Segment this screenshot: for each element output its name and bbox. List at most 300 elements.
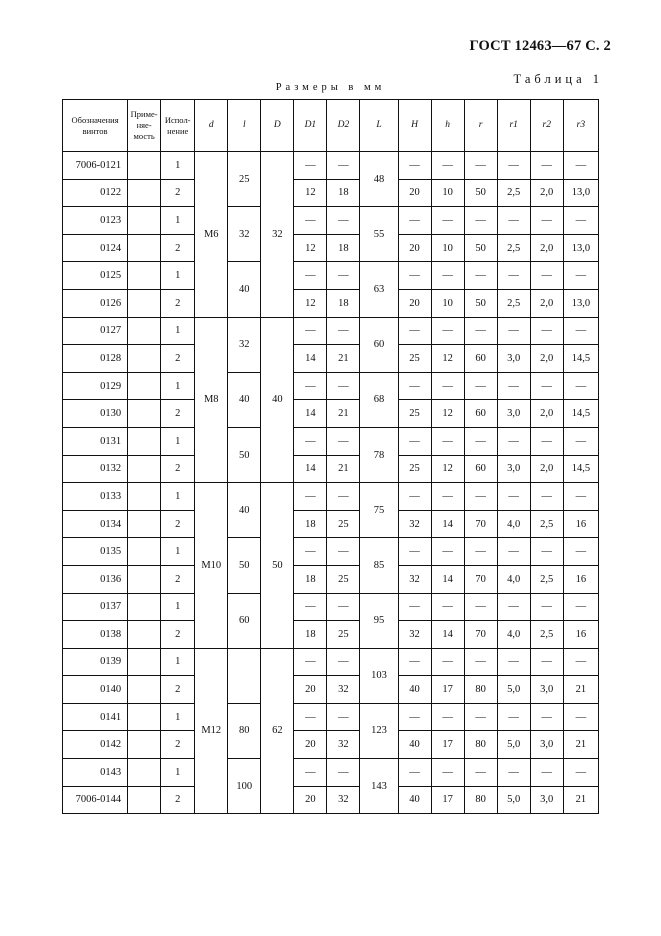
r2-cell: — <box>530 372 563 400</box>
length-l-cell: 32 <box>228 317 261 372</box>
table-row <box>63 483 599 511</box>
length-l-cell: 50 <box>228 538 261 593</box>
H-cell: 32 <box>398 565 431 593</box>
diameter-D-cell: 32 <box>261 152 294 318</box>
r-cell: — <box>464 759 497 787</box>
col-header-r2: r2 <box>530 100 563 152</box>
table-row <box>63 207 599 235</box>
r2-cell: 3,0 <box>530 676 563 704</box>
length-l-cell: 60 <box>228 593 261 648</box>
r-cell: 70 <box>464 621 497 649</box>
table-row <box>63 731 599 759</box>
applicability-cell <box>128 427 161 455</box>
applicability-cell <box>128 538 161 566</box>
version-cell: 2 <box>161 234 195 262</box>
table-row <box>63 152 599 180</box>
H-cell: — <box>398 427 431 455</box>
table-row <box>63 621 599 649</box>
h-cell: — <box>431 593 464 621</box>
H-cell: 20 <box>398 289 431 317</box>
D1-cell: 14 <box>294 400 327 428</box>
H-cell: — <box>398 152 431 180</box>
applicability-cell <box>128 455 161 483</box>
r1-cell: — <box>497 427 530 455</box>
D1-cell: 18 <box>294 565 327 593</box>
H-cell: — <box>398 703 431 731</box>
screw-designation: 0133 <box>63 483 128 511</box>
r2-cell: 2,0 <box>530 455 563 483</box>
table-row <box>63 565 599 593</box>
r1-cell: 4,0 <box>497 510 530 538</box>
r-cell: — <box>464 262 497 290</box>
table-row <box>63 400 599 428</box>
applicability-cell <box>128 262 161 290</box>
h-cell: 12 <box>431 400 464 428</box>
length-L-cell: 60 <box>360 317 398 372</box>
r2-cell: 2,0 <box>530 289 563 317</box>
table-row <box>63 345 599 373</box>
H-cell: 32 <box>398 510 431 538</box>
screw-designation: 0126 <box>63 289 128 317</box>
applicability-cell <box>128 786 161 814</box>
r1-cell: 2,5 <box>497 234 530 262</box>
r-cell: 70 <box>464 510 497 538</box>
D2-cell: — <box>327 483 360 511</box>
applicability-cell <box>128 317 161 345</box>
version-cell: 1 <box>161 593 195 621</box>
thread-d-cell: M10 <box>195 483 228 649</box>
version-cell: 1 <box>161 483 195 511</box>
applicability-cell <box>128 593 161 621</box>
D1-cell: — <box>294 207 327 235</box>
col-header-version: Испол-нение <box>161 100 195 152</box>
r3-cell: — <box>563 759 598 787</box>
col-header-r: r <box>464 100 497 152</box>
table-caption: Размеры в мм <box>275 82 386 93</box>
D1-cell: — <box>294 648 327 676</box>
r3-cell: — <box>563 372 598 400</box>
length-l-cell: 32 <box>228 207 261 262</box>
H-cell: — <box>398 483 431 511</box>
header-row <box>63 100 599 152</box>
D1-cell: — <box>294 483 327 511</box>
r3-cell: 14,5 <box>563 400 598 428</box>
screw-designation: 0125 <box>63 262 128 290</box>
H-cell: — <box>398 648 431 676</box>
col-header-designation: Обозначения винтов <box>63 100 128 152</box>
length-L-cell: 63 <box>360 262 398 317</box>
r1-cell: — <box>497 759 530 787</box>
version-cell: 2 <box>161 565 195 593</box>
r3-cell: 13,0 <box>563 289 598 317</box>
applicability-cell <box>128 345 161 373</box>
length-L-cell: 78 <box>360 427 398 482</box>
col-header-applicability: Приме-няе-мость <box>128 100 161 152</box>
D1-cell: 12 <box>294 179 327 207</box>
D1-cell: 14 <box>294 345 327 373</box>
screw-designation: 0122 <box>63 179 128 207</box>
length-L-cell: 123 <box>360 703 398 758</box>
h-cell: — <box>431 372 464 400</box>
D2-cell: 21 <box>327 345 360 373</box>
r3-cell: 21 <box>563 676 598 704</box>
r1-cell: 2,5 <box>497 289 530 317</box>
version-cell: 2 <box>161 731 195 759</box>
H-cell: 40 <box>398 731 431 759</box>
table-row <box>63 234 599 262</box>
r3-cell: 16 <box>563 510 598 538</box>
col-header-H: H <box>398 100 431 152</box>
r-cell: 70 <box>464 565 497 593</box>
D1-cell: 14 <box>294 455 327 483</box>
length-L-cell: 55 <box>360 207 398 262</box>
r-cell: — <box>464 317 497 345</box>
r3-cell: — <box>563 317 598 345</box>
r2-cell: — <box>530 427 563 455</box>
H-cell: 25 <box>398 455 431 483</box>
D1-cell: — <box>294 427 327 455</box>
D1-cell: — <box>294 317 327 345</box>
applicability-cell <box>128 234 161 262</box>
screw-designation: 0137 <box>63 593 128 621</box>
D1-cell: — <box>294 593 327 621</box>
applicability-cell <box>128 152 161 180</box>
version-cell: 1 <box>161 262 195 290</box>
h-cell: — <box>431 483 464 511</box>
r3-cell: — <box>563 262 598 290</box>
length-L-cell: 95 <box>360 593 398 648</box>
r2-cell: 3,0 <box>530 786 563 814</box>
D2-cell: 18 <box>327 289 360 317</box>
version-cell: 2 <box>161 786 195 814</box>
r1-cell: — <box>497 703 530 731</box>
r-cell: 80 <box>464 676 497 704</box>
col-header-D: D <box>261 100 294 152</box>
D2-cell: 21 <box>327 400 360 428</box>
r3-cell: — <box>563 648 598 676</box>
D1-cell: — <box>294 372 327 400</box>
applicability-cell <box>128 565 161 593</box>
r1-cell: — <box>497 317 530 345</box>
length-l-cell <box>228 648 261 703</box>
table-row <box>63 427 599 455</box>
h-cell: 17 <box>431 676 464 704</box>
length-L-cell: 75 <box>360 483 398 538</box>
version-cell: 1 <box>161 703 195 731</box>
col-header-D2: D2 <box>327 100 360 152</box>
r1-cell: 4,0 <box>497 565 530 593</box>
h-cell: — <box>431 427 464 455</box>
D2-cell: 32 <box>327 676 360 704</box>
applicability-cell <box>128 207 161 235</box>
length-l-cell: 40 <box>228 372 261 427</box>
D2-cell: — <box>327 648 360 676</box>
length-l-cell: 50 <box>228 427 261 482</box>
table-row <box>63 676 599 704</box>
H-cell: 40 <box>398 786 431 814</box>
thread-d-cell: M12 <box>195 648 228 814</box>
screw-designation: 7006-0144 <box>63 786 128 814</box>
version-cell: 2 <box>161 345 195 373</box>
applicability-cell <box>128 759 161 787</box>
D2-cell: — <box>327 317 360 345</box>
screw-designation: 0135 <box>63 538 128 566</box>
r-cell: — <box>464 538 497 566</box>
length-L-cell: 85 <box>360 538 398 593</box>
D1-cell: 12 <box>294 234 327 262</box>
standard-header: ГОСТ 12463—67 С. 2 <box>469 38 611 54</box>
table-number: Таблица 1 <box>513 72 603 86</box>
D1-cell: 18 <box>294 510 327 538</box>
screw-designation: 0138 <box>63 621 128 649</box>
screw-designation: 0127 <box>63 317 128 345</box>
D2-cell: 18 <box>327 179 360 207</box>
r2-cell: 2,0 <box>530 400 563 428</box>
screw-designation: 0131 <box>63 427 128 455</box>
H-cell: 32 <box>398 621 431 649</box>
applicability-cell <box>128 731 161 759</box>
r3-cell: 13,0 <box>563 179 598 207</box>
r2-cell: — <box>530 703 563 731</box>
col-header-d: d <box>195 100 228 152</box>
D1-cell: 20 <box>294 676 327 704</box>
r2-cell: — <box>530 593 563 621</box>
h-cell: — <box>431 262 464 290</box>
D1-cell: 20 <box>294 731 327 759</box>
version-cell: 2 <box>161 179 195 207</box>
screw-designation: 7006-0121 <box>63 152 128 180</box>
length-L-cell: 48 <box>360 152 398 207</box>
h-cell: 12 <box>431 345 464 373</box>
r2-cell: 2,5 <box>530 510 563 538</box>
table-row <box>63 510 599 538</box>
r2-cell: — <box>530 317 563 345</box>
version-cell: 2 <box>161 621 195 649</box>
length-l-cell: 40 <box>228 483 261 538</box>
screw-designation: 0140 <box>63 676 128 704</box>
r-cell: 50 <box>464 234 497 262</box>
D2-cell: 32 <box>327 731 360 759</box>
D1-cell: 12 <box>294 289 327 317</box>
r3-cell: — <box>563 593 598 621</box>
D2-cell: — <box>327 262 360 290</box>
applicability-cell <box>128 372 161 400</box>
H-cell: — <box>398 593 431 621</box>
h-cell: — <box>431 759 464 787</box>
version-cell: 2 <box>161 510 195 538</box>
applicability-cell <box>128 289 161 317</box>
applicability-cell <box>128 621 161 649</box>
D2-cell: — <box>327 372 360 400</box>
applicability-cell <box>128 703 161 731</box>
screw-designation: 0134 <box>63 510 128 538</box>
H-cell: — <box>398 317 431 345</box>
r1-cell: — <box>497 593 530 621</box>
H-cell: — <box>398 538 431 566</box>
r3-cell: 14,5 <box>563 345 598 373</box>
D2-cell: — <box>327 759 360 787</box>
version-cell: 1 <box>161 759 195 787</box>
D1-cell: — <box>294 262 327 290</box>
D2-cell: 25 <box>327 565 360 593</box>
H-cell: 20 <box>398 179 431 207</box>
screw-designation: 0132 <box>63 455 128 483</box>
r2-cell: 2,0 <box>530 345 563 373</box>
r-cell: — <box>464 427 497 455</box>
H-cell: — <box>398 207 431 235</box>
h-cell: 14 <box>431 510 464 538</box>
screw-designation: 0129 <box>63 372 128 400</box>
version-cell: 2 <box>161 676 195 704</box>
h-cell: 10 <box>431 234 464 262</box>
r-cell: 60 <box>464 345 497 373</box>
version-cell: 1 <box>161 317 195 345</box>
version-cell: 1 <box>161 152 195 180</box>
screw-designation: 0128 <box>63 345 128 373</box>
D2-cell: — <box>327 207 360 235</box>
r-cell: 80 <box>464 731 497 759</box>
col-header-h: h <box>431 100 464 152</box>
version-cell: 1 <box>161 207 195 235</box>
table-row <box>63 759 599 787</box>
col-header-l: l <box>228 100 261 152</box>
r3-cell: 13,0 <box>563 234 598 262</box>
diameter-D-cell: 40 <box>261 317 294 483</box>
r1-cell: — <box>497 648 530 676</box>
applicability-cell <box>128 400 161 428</box>
r2-cell: 2,5 <box>530 621 563 649</box>
h-cell: 17 <box>431 786 464 814</box>
r-cell: 60 <box>464 400 497 428</box>
h-cell: — <box>431 538 464 566</box>
D2-cell: 21 <box>327 455 360 483</box>
r2-cell: 3,0 <box>530 731 563 759</box>
r3-cell: — <box>563 207 598 235</box>
col-header-r3: r3 <box>563 100 598 152</box>
r1-cell: — <box>497 262 530 290</box>
length-L-cell: 103 <box>360 648 398 703</box>
r-cell: — <box>464 703 497 731</box>
r-cell: 80 <box>464 786 497 814</box>
thread-d-cell: M6 <box>195 152 228 318</box>
r3-cell: — <box>563 152 598 180</box>
D1-cell: 18 <box>294 621 327 649</box>
applicability-cell <box>128 676 161 704</box>
screw-designation: 0124 <box>63 234 128 262</box>
H-cell: 40 <box>398 676 431 704</box>
h-cell: 14 <box>431 621 464 649</box>
h-cell: — <box>431 207 464 235</box>
r3-cell: — <box>563 483 598 511</box>
D1-cell: — <box>294 152 327 180</box>
r-cell: — <box>464 207 497 235</box>
r1-cell: 5,0 <box>497 676 530 704</box>
D1-cell: — <box>294 759 327 787</box>
r3-cell: 16 <box>563 621 598 649</box>
table-row <box>63 179 599 207</box>
r1-cell: 5,0 <box>497 786 530 814</box>
r2-cell: — <box>530 207 563 235</box>
applicability-cell <box>128 179 161 207</box>
r1-cell: — <box>497 152 530 180</box>
h-cell: 10 <box>431 179 464 207</box>
r1-cell: 4,0 <box>497 621 530 649</box>
D2-cell: 25 <box>327 510 360 538</box>
table-row <box>63 289 599 317</box>
r3-cell: 21 <box>563 786 598 814</box>
D1-cell: — <box>294 703 327 731</box>
D2-cell: — <box>327 703 360 731</box>
table-row <box>63 455 599 483</box>
r2-cell: 2,0 <box>530 234 563 262</box>
r3-cell: 16 <box>563 565 598 593</box>
r3-cell: — <box>563 427 598 455</box>
table-row <box>63 372 599 400</box>
thread-d-cell: M8 <box>195 317 228 483</box>
r1-cell: — <box>497 483 530 511</box>
h-cell: — <box>431 648 464 676</box>
D2-cell: — <box>327 427 360 455</box>
version-cell: 1 <box>161 538 195 566</box>
r3-cell: — <box>563 703 598 731</box>
r2-cell: 2,5 <box>530 565 563 593</box>
r-cell: — <box>464 593 497 621</box>
D1-cell: — <box>294 538 327 566</box>
length-l-cell: 80 <box>228 703 261 758</box>
r-cell: 50 <box>464 289 497 317</box>
h-cell: 12 <box>431 455 464 483</box>
r1-cell: 3,0 <box>497 345 530 373</box>
r-cell: — <box>464 483 497 511</box>
table-row <box>63 593 599 621</box>
screw-designation: 0123 <box>63 207 128 235</box>
h-cell: 14 <box>431 565 464 593</box>
H-cell: 25 <box>398 345 431 373</box>
diameter-D-cell: 62 <box>261 648 294 814</box>
H-cell: 20 <box>398 234 431 262</box>
version-cell: 1 <box>161 427 195 455</box>
H-cell: — <box>398 372 431 400</box>
table-row <box>63 538 599 566</box>
length-L-cell: 68 <box>360 372 398 427</box>
table-body <box>63 152 599 814</box>
dimensions-table <box>62 99 599 814</box>
h-cell: 10 <box>431 289 464 317</box>
r3-cell: 21 <box>563 731 598 759</box>
col-header-r1: r1 <box>497 100 530 152</box>
version-cell: 2 <box>161 400 195 428</box>
table-row <box>63 703 599 731</box>
D2-cell: — <box>327 593 360 621</box>
r2-cell: — <box>530 483 563 511</box>
H-cell: — <box>398 759 431 787</box>
table-row <box>63 786 599 814</box>
length-l-cell: 25 <box>228 152 261 207</box>
version-cell: 1 <box>161 372 195 400</box>
r2-cell: — <box>530 152 563 180</box>
screw-designation: 0136 <box>63 565 128 593</box>
r-cell: 50 <box>464 179 497 207</box>
H-cell: — <box>398 262 431 290</box>
r3-cell: — <box>563 538 598 566</box>
h-cell: 17 <box>431 731 464 759</box>
length-l-cell: 40 <box>228 262 261 317</box>
r-cell: 60 <box>464 455 497 483</box>
r1-cell: — <box>497 372 530 400</box>
col-header-D1: D1 <box>294 100 327 152</box>
r1-cell: 2,5 <box>497 179 530 207</box>
r1-cell: 3,0 <box>497 455 530 483</box>
